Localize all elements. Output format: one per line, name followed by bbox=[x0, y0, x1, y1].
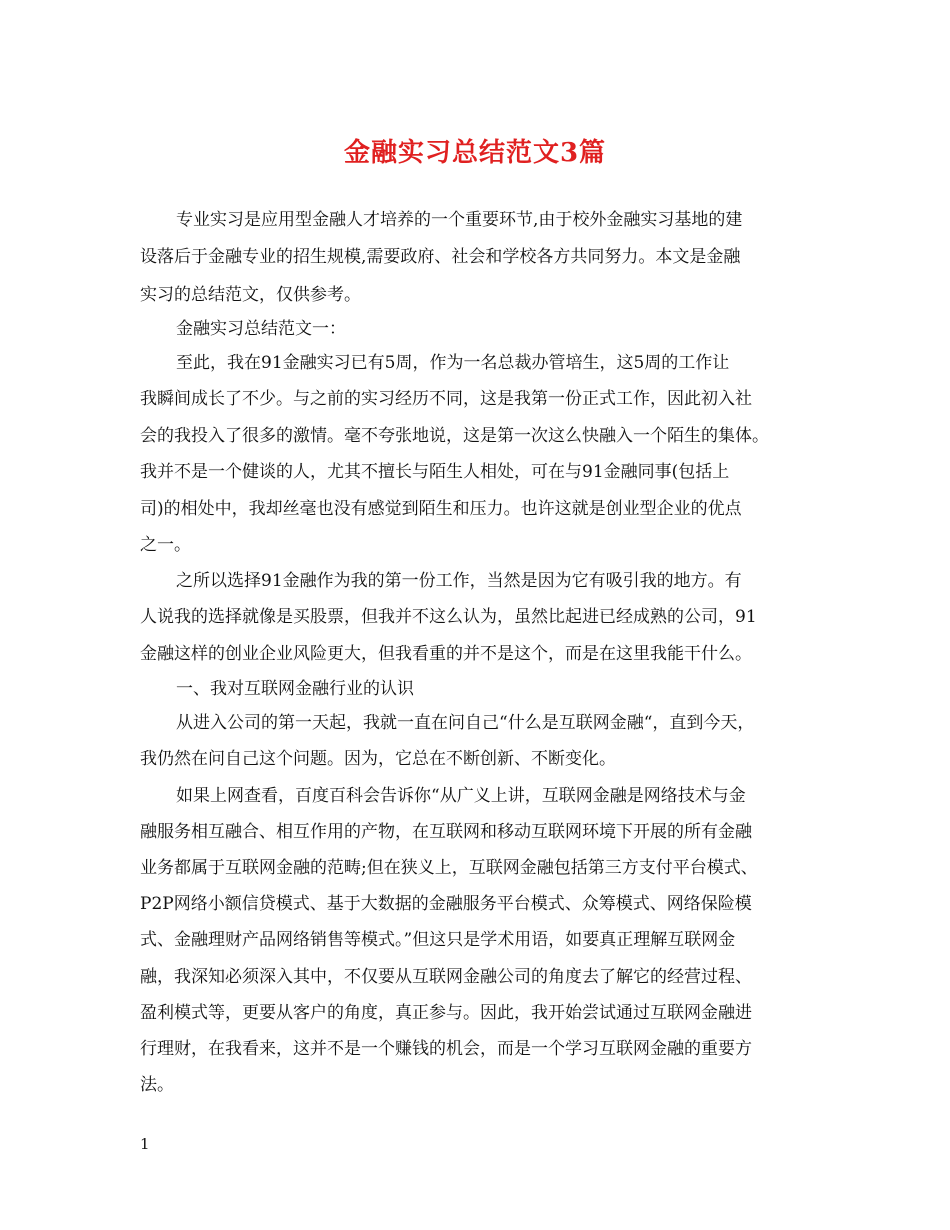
paragraph-line: 之所以选择91金融作为我的第一份工作，当然是因为它有吸引我的地方。有 bbox=[176, 571, 742, 591]
page-number: 1 bbox=[140, 1135, 150, 1153]
paragraph-line: 我仍然在问自己这个问题。因为，它总在不断创新、不断变化。 bbox=[140, 749, 616, 769]
paragraph-line: 融，我深知必须深入其中，不仅要从互联网金融公司的角度去了解它的经营过程、 bbox=[140, 967, 752, 987]
paragraph-line: 至此，我在91金融实习已有5周，作为一名总裁办管培生，这5周的工作让 bbox=[176, 353, 730, 373]
paragraph-line: 业务都属于互联网金融的范畴;但在狭义上，互联网金融包括第三方支付平台模式、 bbox=[140, 858, 758, 878]
paragraph-line: 专业实习是应用型金融人才培养的一个重要环节,由于校外金融实习基地的建 bbox=[176, 210, 743, 230]
paragraph-line: 融服务相互融合、相互作用的产物，在互联网和移动互联网环境下开展的所有金融 bbox=[140, 822, 752, 842]
paragraph-line: 我并不是一个健谈的人，尤其不擅长与陌生人相处，可在与91金融同事(包括上 bbox=[140, 462, 730, 482]
paragraph-line: 之一。 bbox=[140, 535, 191, 555]
paragraph-line: 司)的相处中，我却丝毫也没有感觉到陌生和压力。也许这就是创业型企业的优点 bbox=[140, 499, 742, 519]
paragraph-line: 法。 bbox=[140, 1075, 174, 1095]
paragraph-line: 设落后于金融专业的招生规模,需要政府、社会和学校各方共同努力。本文是金融 bbox=[140, 247, 741, 267]
document-title: 金融实习总结范文3篇 bbox=[343, 138, 607, 168]
paragraph-line: 从进入公司的第一天起，我就一直在问自己“什么是互联网金融“，直到今天， bbox=[176, 713, 755, 733]
paragraph-line: 我瞬间成长了不少。与之前的实习经历不同，这是我第一份正式工作，因此初入社 bbox=[140, 389, 752, 409]
paragraph-line: 会的我投入了很多的激情。毫不夸张地说，这是第一次这么快融入一个陌生的集体。 bbox=[140, 426, 769, 446]
paragraph-line: 行理财，在我看来，这并不是一个赚钱的机会，而是一个学习互联网金融的重要方 bbox=[140, 1039, 752, 1059]
section-heading: 一、我对互联网金融行业的认识 bbox=[176, 679, 414, 699]
paragraph-line: 式、金融理财产品网络销售等模式。”但这只是学术用语，如要真正理解互联网金 bbox=[140, 930, 736, 950]
paragraph-line: 金融这样的创业企业风险更大，但我看重的并不是这个，而是在这里我能干什么。 bbox=[140, 644, 752, 664]
paragraph-line: P2P网络小额信贷模式、基于大数据的金融服务平台模式、众筹模式、网络保险模 bbox=[140, 894, 752, 914]
paragraph-line: 如果上网查看，百度百科会告诉你“从广义上讲，互联网金融是网络技术与金 bbox=[176, 786, 746, 806]
paragraph-line: 盈利模式等，更要从客户的角度，真正参与。因此，我开始尝试通过互联网金融进 bbox=[140, 1003, 752, 1023]
paragraph-line: 人说我的选择就像是买股票，但我并不这么认为，虽然比起进已经成熟的公司，91 bbox=[140, 607, 757, 627]
paragraph-line: 实习的总结范文，仅供参考。 bbox=[140, 285, 361, 305]
section-heading: 金融实习总结范文一： bbox=[176, 319, 346, 339]
